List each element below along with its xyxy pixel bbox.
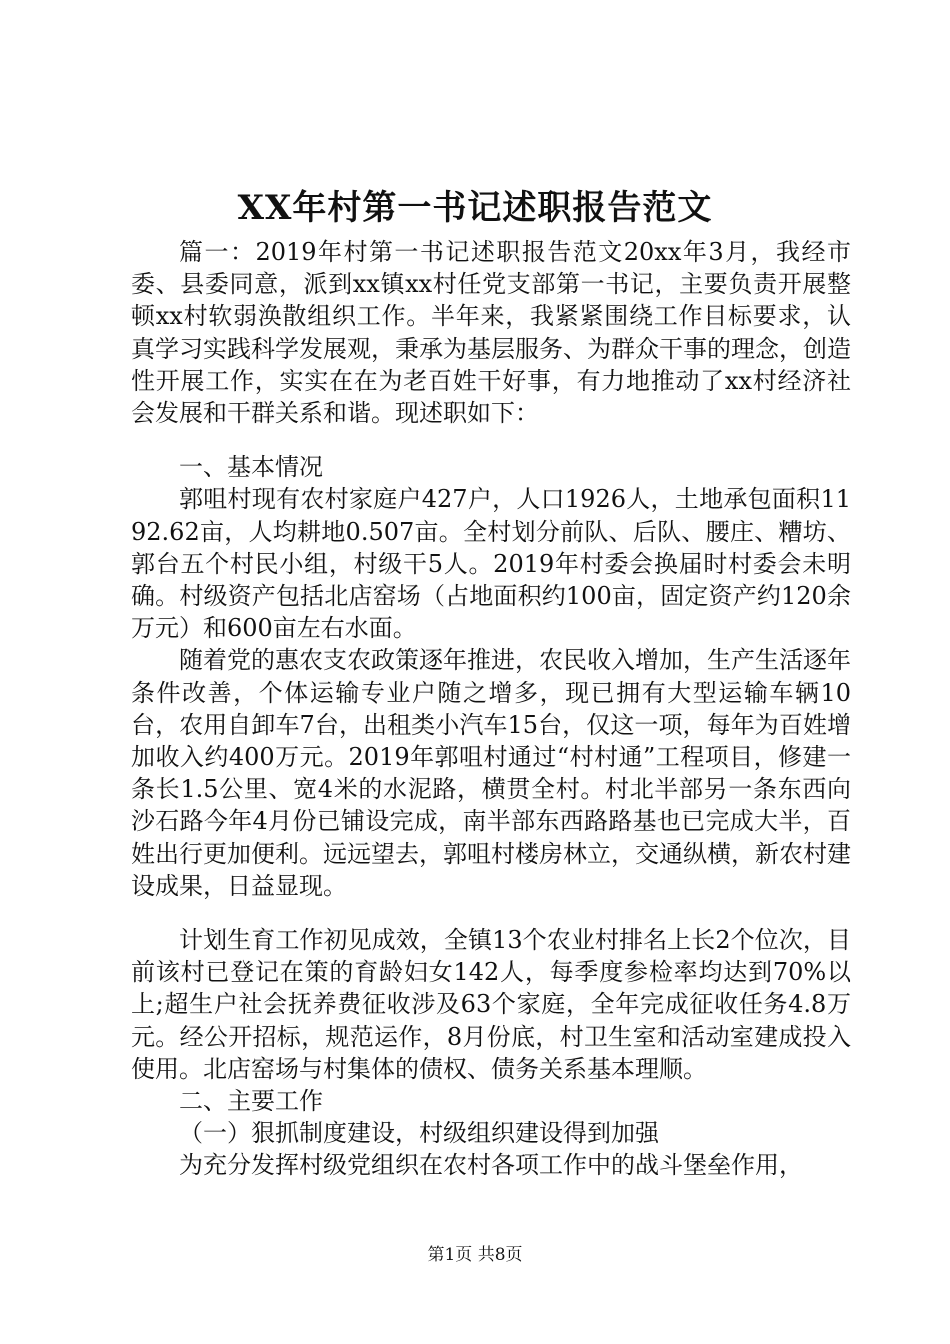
document-body (131, 236, 851, 1182)
document-title: XX年村第一书记述职报告范文 (237, 188, 713, 228)
heading-basic-situation: 一、基本情况 (179, 453, 323, 482)
page-number-footer: 第1页 共8页 (427, 1245, 523, 1265)
paragraph-income-roads: 随着党的惠农支农政策逐年推进，农民收入增加，生产生活逐年条件改善，个体运输专业户随之增多，现已拥有大型运输车辆10台，农用自卸车7台，出租类小汽车15台，仅这一项，每年为百姓增加收入约400万元。2019年郭咀村通过“村村通”工程项目，修建一条长1.5公里、宽4米的水泥路，横贯全村。村北半部另一条东西向沙石路今年4月份已铺设完成，南半部东西路路基也已完成大半，百姓出行更加便利。远远望去，郭咀村楼房林立，交通纵横，新农村建设成果，日益显现。 (131, 646, 851, 900)
paragraph-intro: 篇一：2019年村第一书记述职报告范文20xx年3月，我经市委、县委同意，派到xx镇xx村任党支部第一书记，主要负责开展整顿xx村软弱涣散组织工作。半年来，我紧紧围绕工作目标要求，认真学习实践科学发展观，秉承为基层服务、为群众干事的理念，创造性开展工作，实实在在为老百姓干好事，有力地推动了xx村经济社会发展和干群关系和谐。现述职如下： (131, 238, 851, 428)
paragraph-village-overview: 郭咀村现有农村家庭户427户，人口1926人，土地承包面积1192.62亩，人均耕地0.507亩。全村划分前队、后队、腰庄、糟坊、郭台五个村民小组，村级干5人。2019年村委会换届时村委会未明确。村级资产包括北店窑场（占地面积约100亩，固定资产约120余万元）和600亩左右水面。 (131, 485, 851, 643)
subheading-system-building: （一）狠抓制度建设，村级组织建设得到加强 (179, 1119, 659, 1148)
paragraph-family-planning: 计划生育工作初见成效，全镇13个农业村排名上长2个位次，目前该村已登记在策的育龄妇女142人，每季度参检率均达到70%以上;超生户社会抚养费征收涉及63个家庭，全年完成征收任务4.8万元。经公开招标，规范运作，8月份底，村卫生室和活动室建成投入使用。北店窑场与村集体的债权、债务关系基本理顺。 (131, 926, 851, 1083)
heading-main-work: 二、主要工作 (179, 1087, 323, 1116)
paragraph-spacer (131, 902, 851, 924)
paragraph-spacer (131, 429, 851, 451)
paragraph-party-role: 为充分发挥村级党组织在农村各项工作中的战斗堡垒作用， (179, 1151, 803, 1180)
